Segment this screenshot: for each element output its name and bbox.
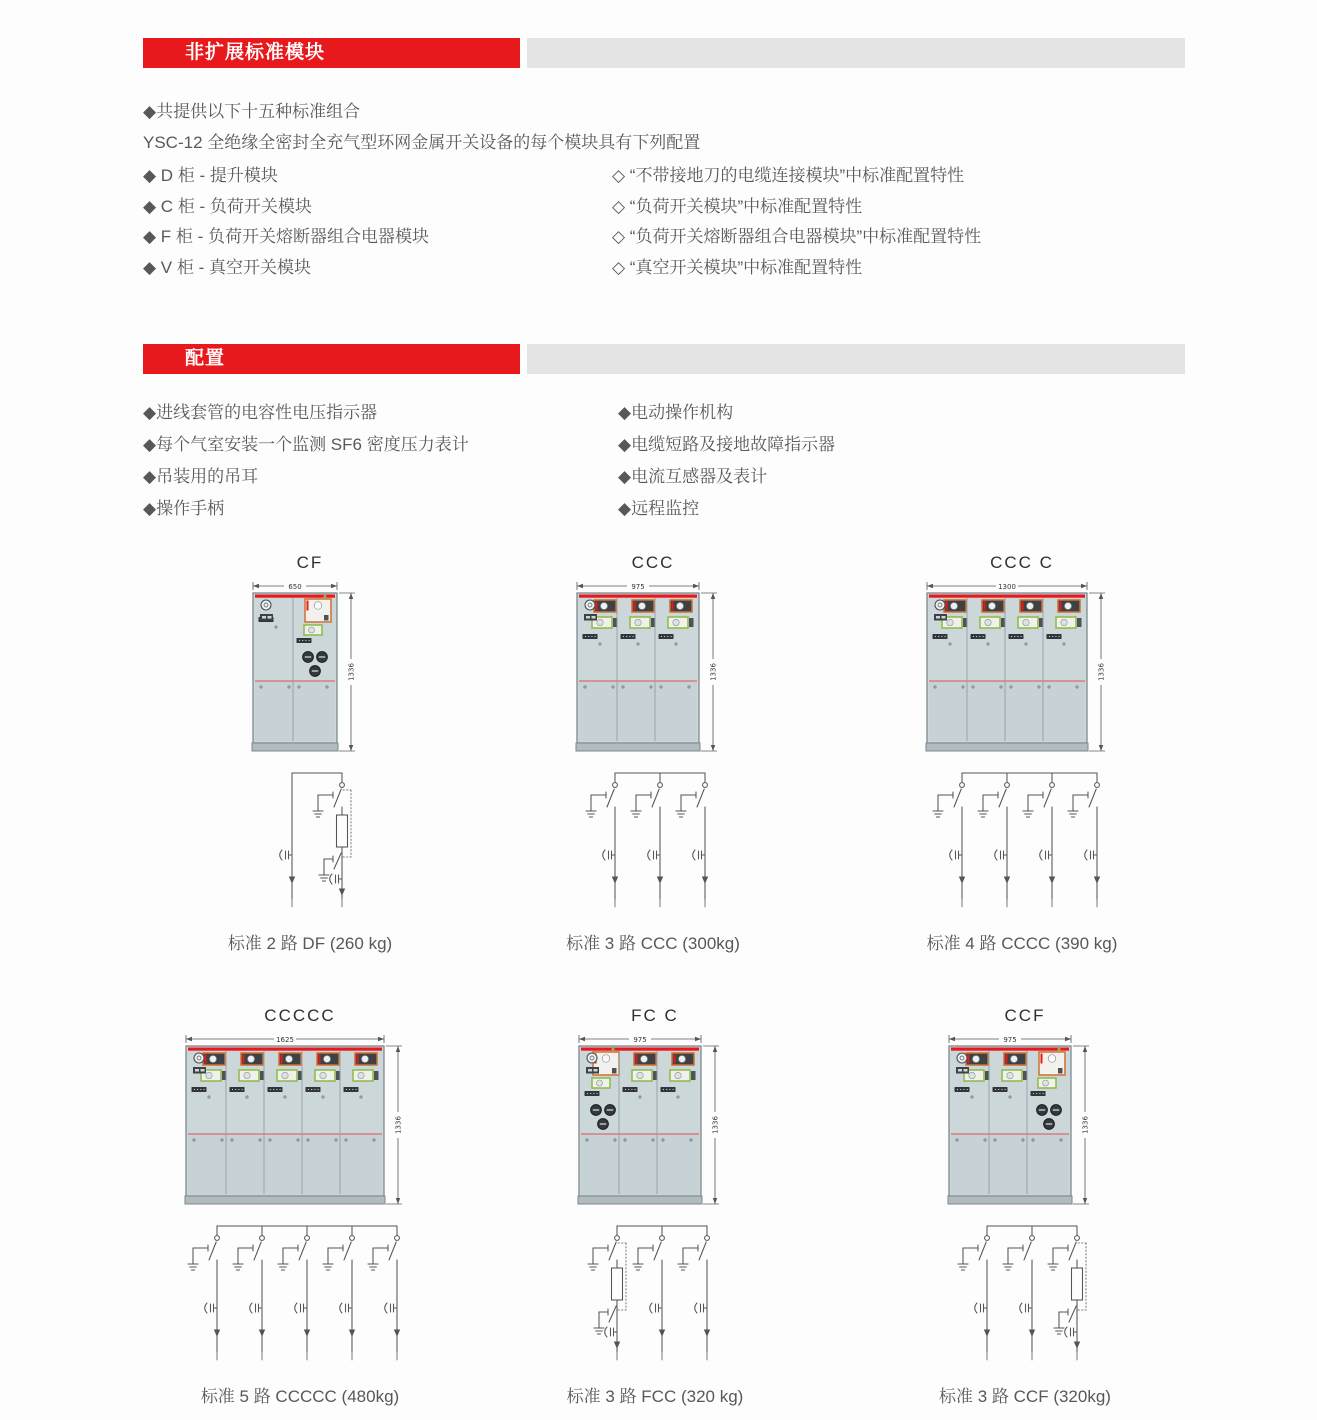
figure-cf <box>140 552 480 954</box>
config-item-handle: ◆操作手柄 <box>143 499 225 518</box>
section-header-config-gray-bar <box>527 344 1185 374</box>
config-item-remote: ◆远程监控 <box>618 499 700 518</box>
config-list-right <box>618 397 835 525</box>
circuit-diagram <box>957 1216 1093 1368</box>
svg-text:1336: 1336 <box>394 1116 403 1134</box>
figure-title: CCC <box>631 553 675 572</box>
cabinet-drawing-wrap <box>575 577 731 757</box>
svg-text:1336: 1336 <box>709 663 718 681</box>
circuit-diagram <box>262 763 358 915</box>
cabinet-drawing-wrap <box>925 577 1119 757</box>
module-item-d: ◆ D 柜 - 提升模块 <box>143 166 278 185</box>
cabinet-drawing-wrap <box>251 577 369 757</box>
figure-title: CCCCC <box>264 1006 336 1025</box>
section-header-modules-label: 非扩展标准模块 <box>185 42 326 63</box>
circuit-drawing-wrap <box>587 1216 723 1368</box>
circuit-diagram <box>585 763 721 915</box>
module-item-v: ◆ V 柜 - 真空开关模块 <box>143 257 311 277</box>
module-list-left <box>143 161 429 283</box>
figure-caption: 标准 3 路 CCF (320kg) <box>939 1387 1111 1406</box>
intro-line-1: ◆共提供以下十五种标准组合 <box>143 102 361 121</box>
module-feature-cable: ◇ “不带接地刀的电缆连接模块”中标准配置特性 <box>612 166 965 185</box>
cabinet-diagram <box>947 1030 1103 1210</box>
module-item-c: ◆ C 柜 - 负荷开关模块 <box>143 196 312 216</box>
module-item-f: ◆ F 柜 - 负荷开关熔断器组合电器模块 <box>143 227 430 246</box>
figure-ccc <box>483 552 823 954</box>
figure-ccccc <box>130 1005 470 1407</box>
config-item-sf6-gauge: ◆每个气室安装一个监测 SF6 密度压力表计 <box>143 435 469 454</box>
figure-caption: 标准 2 路 DF (260 kg) <box>227 934 393 953</box>
svg-text:975: 975 <box>631 583 645 591</box>
section-header-gray-bar <box>527 38 1185 68</box>
config-item-motor-mechanism: ◆电动操作机构 <box>618 403 734 422</box>
config-item-ct-meter: ◆电流互感器及表计 <box>618 467 768 486</box>
svg-text:1300: 1300 <box>998 583 1016 591</box>
figure-ccf <box>855 1005 1195 1407</box>
circuit-diagram <box>187 1216 413 1368</box>
cabinet-diagram <box>251 577 369 757</box>
config-item-voltage-indicator: ◆进线套管的电容性电压指示器 <box>143 403 378 422</box>
cabinet-drawing-wrap <box>577 1030 733 1210</box>
figure-caption: 标准 5 路 CCCCC (480kg) <box>200 1387 400 1406</box>
section-header-modules <box>143 38 520 68</box>
cabinet-diagram <box>575 577 731 757</box>
circuit-drawing-wrap <box>585 763 721 915</box>
circuit-drawing-wrap <box>957 1216 1093 1368</box>
svg-text:1336: 1336 <box>1097 663 1106 681</box>
svg-text:1625: 1625 <box>276 1036 294 1044</box>
circuit-drawing-wrap <box>932 763 1113 915</box>
cabinet-diagram <box>184 1030 416 1210</box>
svg-text:975: 975 <box>633 1036 647 1044</box>
figure-title: CF <box>296 553 324 572</box>
figure-title: CCC C <box>990 553 1054 572</box>
figure-caption: 标准 4 路 CCCC (390 kg) <box>926 934 1118 953</box>
section-header-config-label: 配置 <box>185 348 226 369</box>
figure-caption: 标准 3 路 CCC (300kg) <box>566 934 740 953</box>
svg-text:1336: 1336 <box>711 1116 720 1134</box>
cabinet-drawing-wrap <box>184 1030 416 1210</box>
config-item-fault-indicator: ◆电缆短路及接地故障指示器 <box>618 435 836 454</box>
svg-text:1336: 1336 <box>1081 1116 1090 1134</box>
module-feature-switch: ◇ “负荷开关模块”中标准配置特性 <box>612 196 863 216</box>
svg-text:1336: 1336 <box>347 663 356 681</box>
config-item-lifting-lugs: ◆吊装用的吊耳 <box>143 467 259 486</box>
intro-line-2: YSC-12 全绝缘全密封全充气型环网金属开关设备的每个模块具有下列配置 <box>143 133 701 152</box>
figure-cccc <box>852 552 1192 954</box>
config-list-left <box>143 397 469 525</box>
module-list-right <box>612 161 981 283</box>
figure-title: CCF <box>1004 1006 1046 1025</box>
svg-text:975: 975 <box>1003 1036 1017 1044</box>
circuit-diagram <box>587 1216 723 1368</box>
circuit-drawing-wrap <box>262 763 358 915</box>
section-header-config <box>143 344 520 374</box>
figure-fcc <box>485 1005 825 1407</box>
module-feature-fuse: ◇ “负荷开关熔断器组合电器模块”中标准配置特性 <box>612 227 982 246</box>
figure-caption: 标准 3 路 FCC (320 kg) <box>566 1387 744 1406</box>
circuit-diagram <box>932 763 1113 915</box>
circuit-drawing-wrap <box>187 1216 413 1368</box>
cabinet-drawing-wrap <box>947 1030 1103 1210</box>
cabinet-diagram <box>925 577 1119 757</box>
figure-title: FC C <box>631 1006 679 1025</box>
svg-text:650: 650 <box>288 583 302 591</box>
module-feature-vacuum: ◇ “真空开关模块”中标准配置特性 <box>612 257 863 277</box>
cabinet-diagram <box>577 1030 733 1210</box>
